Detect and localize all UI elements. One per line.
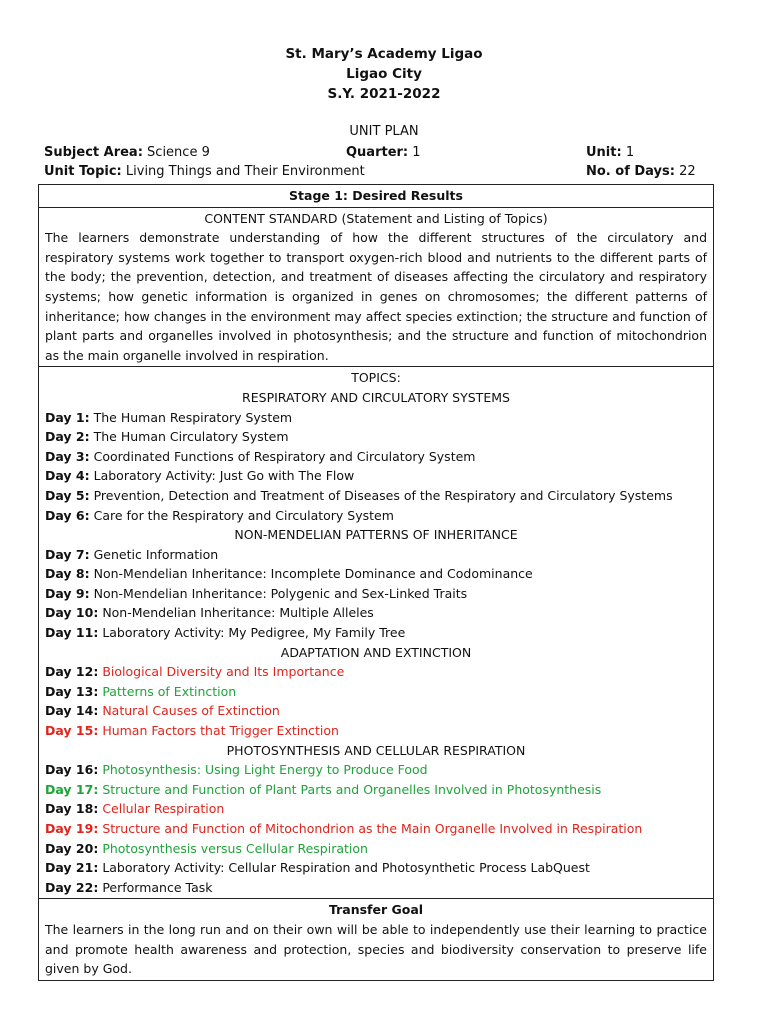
day-label: Day 17: [45, 781, 99, 797]
content-standard-cell [39, 208, 713, 368]
unit [586, 145, 634, 160]
unit-label: Unit: [586, 145, 622, 160]
day-item [45, 408, 707, 428]
day-item [45, 623, 707, 643]
day-item [45, 760, 707, 780]
day-label: Day 14: [45, 703, 99, 719]
content-standard-heading [45, 209, 707, 229]
day-label: Day 12: [45, 664, 99, 680]
day-item [45, 564, 707, 584]
day-item [45, 701, 707, 721]
section-title: NON-MENDELIAN PATTERNS OF INHERITANCE [234, 527, 518, 543]
section-title: ADAPTATION AND EXTINCTION [280, 644, 472, 660]
day-topic: Photosynthesis: Using Light Energy to Produce Food [102, 762, 428, 778]
day-label: Day 15: [45, 723, 99, 739]
day-item [45, 662, 707, 682]
day-topic: Biological Diversity and Its Importance [102, 664, 345, 680]
day-label: Day 9: [45, 585, 90, 601]
day-topic: Non-Mendelian Inheritance: Polygenic and Sex-Linked Traits [93, 585, 468, 601]
day-label: Day 11: [45, 625, 99, 641]
day-topic: Laboratory Activity: Cellular Respiration and Photosynthetic Process LabQuest [102, 860, 590, 876]
day-label: Day 7: [45, 546, 90, 562]
day-label: Day 10: [45, 605, 99, 621]
subject-area-value: Science 9 [147, 145, 210, 160]
subject-area [44, 145, 210, 160]
day-item [45, 603, 707, 623]
day-topic: Care for the Respiratory and Circulatory System [93, 507, 394, 523]
unit-topic-value: Living Things and Their Environment [125, 164, 365, 179]
day-topic: Non-Mendelian Inheritance: Incomplete Dominance and Codominance [93, 566, 533, 582]
day-label: Day 16: [45, 762, 99, 778]
unit-topic-label: Unit Topic: [44, 164, 122, 179]
day-label: Day 1: [45, 409, 90, 425]
quarter-value: 1 [412, 145, 421, 160]
section-title: RESPIRATORY AND CIRCULATORY SYSTEMS [242, 389, 510, 405]
day-topic: Non-Mendelian Inheritance: Multiple Alleles [102, 605, 374, 621]
day-topic: The Human Circulatory System [93, 429, 289, 445]
day-item [45, 858, 707, 878]
no-of-days [586, 164, 696, 179]
day-topic: The Human Respiratory System [93, 409, 293, 425]
day-label: Day 8: [45, 566, 90, 582]
school-city: Ligao City [346, 66, 422, 82]
school-year: S.Y. 2021-2022 [327, 86, 441, 102]
day-topic: Performance Task [102, 879, 213, 895]
day-label: Day 20: [45, 840, 99, 856]
day-topic: Laboratory Activity: Just Go with The Flow [93, 468, 355, 484]
day-label: Day 6: [45, 507, 90, 523]
day-item [45, 427, 707, 447]
quarter [346, 145, 421, 160]
day-item [45, 447, 707, 467]
day-label: Day 4: [45, 468, 90, 484]
day-topic: Cellular Respiration [102, 801, 225, 817]
day-item [45, 839, 707, 859]
transfer-goal-label: Transfer Goal [328, 902, 424, 918]
day-topic: Human Factors that Trigger Extinction [102, 723, 339, 739]
day-item [45, 545, 707, 565]
school-name: St. Mary’s Academy Ligao [285, 46, 483, 62]
unit-plan-table [38, 184, 714, 981]
day-label: Day 18: [45, 801, 99, 817]
day-label: Day 13: [45, 683, 99, 699]
subject-area-label: Subject Area: [44, 145, 143, 160]
section-title: PHOTOSYNTHESIS AND CELLULAR RESPIRATION [226, 742, 526, 758]
day-item [45, 486, 707, 506]
school-header [0, 44, 768, 104]
topics-cell [39, 367, 713, 899]
content-standard-text: The learners demonstrate understanding of how the different structures of the circulatory and respiratory systems work together to transport oxygen-rich blood and nutrients to the different parts of the body; the prevention, detection, and treatment of diseases affecting the circulatory and respiratory systems; how genetic information is organized in genes on chromosomes; the different patterns of inheritance; how changes in the environment may affect species extinction; the structure and function of plant parts and organelles involved in photosynthesis; and the structure and function of mitochondrion as the main organelle involved in respiration. [45, 230, 707, 363]
doc-title: UNIT PLAN [349, 124, 419, 139]
day-item [45, 780, 707, 800]
day-topic: Coordinated Functions of Respiratory and Circulatory System [93, 448, 476, 464]
day-label: Day 21: [45, 860, 99, 876]
day-label: Day 5: [45, 487, 90, 503]
day-label: Day 22: [45, 879, 99, 895]
topics-label: TOPICS: [351, 370, 401, 386]
day-item [45, 682, 707, 702]
day-topic: Prevention, Detection and Treatment of Diseases of the Respiratory and Circulatory Systems [93, 487, 673, 503]
day-item [45, 466, 707, 486]
day-label: Day 19: [45, 821, 99, 836]
day-item [45, 799, 707, 819]
day-topic: Laboratory Activity: My Pedigree, My Family Tree [102, 625, 406, 641]
day-label: Day 3: [45, 448, 90, 464]
transfer-goal-cell [39, 899, 713, 979]
unit-topic [44, 164, 365, 179]
day-topic: Natural Causes of Extinction [102, 703, 280, 719]
day-topic: Genetic Information [93, 546, 219, 562]
day-label: Day 2: [45, 429, 90, 445]
day-topic: Photosynthesis versus Cellular Respiration [102, 840, 368, 856]
meta-row-1 [44, 145, 724, 163]
days-value: 22 [679, 164, 696, 179]
quarter-label: Quarter: [346, 145, 409, 160]
content-standard-note: (Statement and Listing of Topics) [341, 210, 548, 226]
meta-row-2 [44, 164, 724, 182]
day-item [45, 584, 707, 604]
stage1-title: Stage 1: Desired Results [39, 185, 713, 208]
day-item [45, 506, 707, 526]
day-item [45, 878, 707, 898]
day-item [45, 819, 707, 839]
content-standard-label: CONTENT STANDARD [204, 210, 338, 226]
day-topic: Structure and Function of Mitochondrion as the Main Organelle Involved in Respiration [102, 821, 643, 836]
days-label: No. of Days: [586, 164, 675, 179]
transfer-goal-text: The learners in the long run and on their own will be able to independently use their learning to practice and promote health awareness and protection, species and biodiversity conservation to preserve life given by God. [45, 921, 707, 977]
day-topic: Structure and Function of Plant Parts and Organelles Involved in Photosynthesis [102, 781, 602, 797]
unit-value: 1 [625, 145, 635, 160]
day-item [45, 721, 707, 741]
day-topic: Patterns of Extinction [102, 683, 237, 699]
